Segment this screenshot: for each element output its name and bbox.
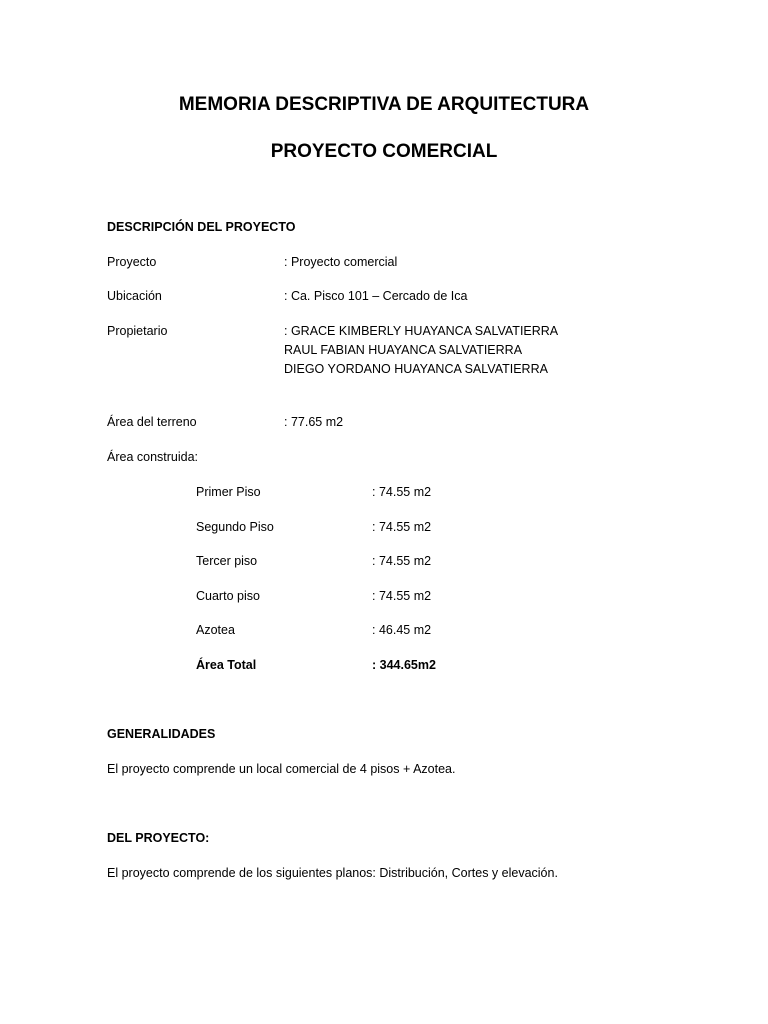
document-title: MEMORIA DESCRIPTIVA DE ARQUITECTURA — [178, 94, 590, 115]
floor-label: Tercer piso — [196, 554, 258, 568]
field-label-area-terreno: Área del terreno — [107, 415, 197, 429]
field-value-propietario-3: DIEGO YORDANO HUAYANCA SALVATIERRA — [284, 362, 548, 376]
field-value-propietario-1: : GRACE KIMBERLY HUAYANCA SALVATIERRA — [284, 324, 559, 338]
field-label-propietario: Propietario — [107, 324, 168, 338]
floor-value: : 74.55 m2 — [372, 554, 432, 568]
floor-label: Segundo Piso — [196, 520, 274, 534]
floor-value: : 74.55 m2 — [372, 520, 432, 534]
floor-label: Azotea — [196, 623, 235, 637]
field-value-proyecto: : Proyecto comercial — [284, 255, 398, 269]
floor-value: : 74.55 m2 — [372, 589, 432, 603]
field-label-ubicacion: Ubicación — [107, 289, 162, 303]
floor-value: : 46.45 m2 — [372, 623, 432, 637]
generalidades-text: El proyecto comprende un local comercial de 4 pisos + Azotea. — [107, 762, 456, 776]
built-area-label: Área construida: — [107, 450, 199, 464]
section-heading-del-proyecto: DEL PROYECTO: — [107, 831, 210, 845]
field-value-ubicacion: : Ca. Pisco 101 – Cercado de Ica — [284, 289, 468, 303]
field-label-proyecto: Proyecto — [107, 255, 157, 269]
field-value-propietario-2: RAUL FABIAN HUAYANCA SALVATIERRA — [284, 343, 523, 357]
floor-label: Primer Piso — [196, 485, 261, 499]
document-subtitle: PROYECTO COMERCIAL — [270, 141, 498, 162]
section-heading-descripcion: DESCRIPCIÓN DEL PROYECTO — [107, 220, 296, 234]
section-heading-generalidades: GENERALIDADES — [107, 727, 216, 741]
field-value-area-terreno: : 77.65 m2 — [284, 415, 344, 429]
floor-label: Cuarto piso — [196, 589, 260, 603]
total-area-label: Área Total — [196, 658, 257, 672]
floor-value: : 74.55 m2 — [372, 485, 432, 499]
total-area-value: : 344.65m2 — [372, 658, 436, 672]
del-proyecto-text: El proyecto comprende de los siguientes planos: Distribución, Cortes y elevación. — [107, 866, 558, 880]
